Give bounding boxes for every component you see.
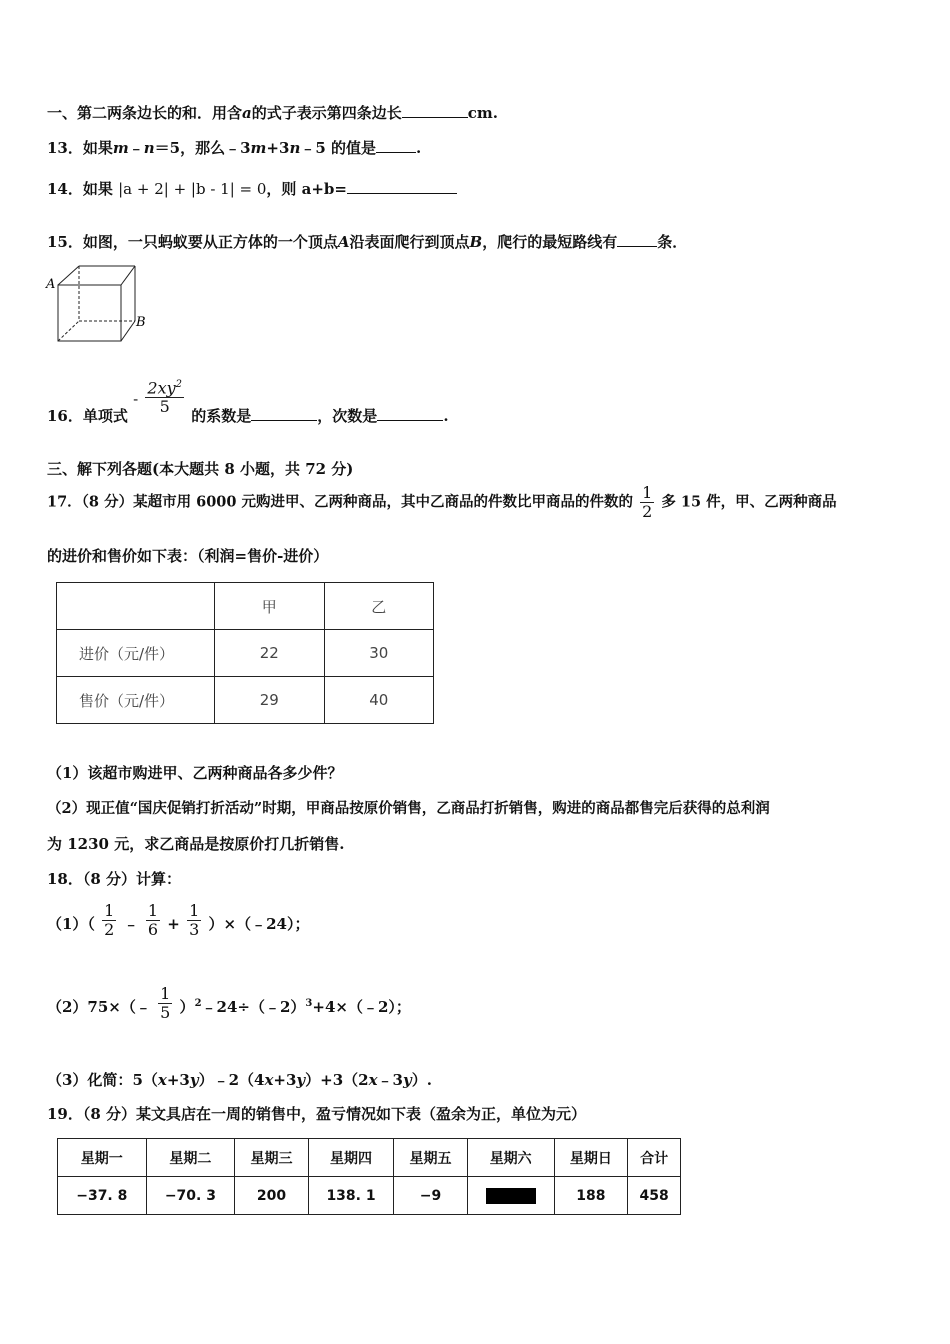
- answer-blank[interactable]: [376, 138, 416, 153]
- cube-figure: [44, 262, 154, 346]
- monomial-fraction: $\frac{2xy^2}{5}$: [147, 378, 183, 417]
- table-row: [57, 630, 434, 677]
- question-12-line: 一、第二两条边长的和．用含a的式子表示第四条边长 cm.: [47, 104, 498, 122]
- table-cell: 29: [215, 677, 325, 724]
- section-heading: 三、解下列各题(本大题共 8 小题，共 72 分): [47, 460, 354, 478]
- answer-blank[interactable]: [377, 406, 443, 421]
- question-17-line2: 的进价和售价如下表：（利润=售价-进价）: [47, 547, 329, 565]
- table-cell: 合计: [628, 1139, 681, 1177]
- fraction: $\frac{1}{2}$: [104, 901, 115, 939]
- question-15: 15．如图，一只蚂蚁要从正方体的一个顶点A沿表面爬行到顶点B，爬行的最短路线有 条．: [47, 233, 688, 251]
- table-cell: 40: [324, 677, 434, 724]
- table-header-row: [58, 1139, 681, 1177]
- table-cell: −9: [394, 1177, 468, 1215]
- table-header-row: [57, 583, 434, 630]
- table-cell: 星期二: [146, 1139, 235, 1177]
- table-cell: 星期日: [554, 1139, 628, 1177]
- answer-blank[interactable]: [251, 406, 317, 421]
- cube-label-b: B: [136, 315, 146, 330]
- half-fraction: $\frac{1}{2}$: [642, 483, 653, 521]
- price-table: [56, 582, 434, 724]
- table-cell-redacted: [467, 1177, 554, 1215]
- table-cell: −70. 3: [146, 1177, 235, 1215]
- absolute-value-expression: |a + 2| + |b - 1| = 0: [118, 180, 267, 198]
- table-cell: 30: [324, 630, 434, 677]
- cube-label-a: A: [46, 277, 56, 292]
- table-row: [58, 1177, 681, 1215]
- sales-table: [57, 1138, 681, 1215]
- answer-blank[interactable]: [347, 179, 457, 194]
- table-cell: 售价（元/件）: [57, 677, 215, 724]
- table-row: [57, 677, 434, 724]
- answer-blank[interactable]: [402, 103, 468, 118]
- question-16: 16．单项式 - $\frac{2xy^2}{5}$ 的系数是 ，次数是 .: [47, 376, 449, 416]
- table-cell: −37. 8: [58, 1177, 147, 1215]
- question-13: 13．如果m﹣n＝5，那么﹣3m+3n﹣5 的值是 .: [47, 139, 422, 157]
- table-cell: 甲: [215, 583, 325, 630]
- table-cell: 星期四: [308, 1139, 393, 1177]
- question-18-part2: （2）75×（﹣ $\frac{1}{5}$ ）$^2$﹣24÷（﹣2）$^3$+4×（﹣2）；: [47, 984, 411, 1022]
- question-14: 14．如果 |a + 2| + |b - 1| = 0，则 a+b=: [47, 178, 457, 199]
- answer-blank[interactable]: [617, 232, 657, 247]
- question-17-sub1: （1）该超市购进甲、乙两种商品各多少件？: [47, 764, 343, 782]
- table-cell: 458: [628, 1177, 681, 1215]
- question-18-part1: （1）（ $\frac{1}{2}$ ﹣ $\frac{1}{6}$ + $\frac{1}{3}$ ）×（﹣24）；: [47, 901, 310, 939]
- fraction: $\frac{1}{5}$: [160, 984, 171, 1022]
- table-cell: 星期一: [58, 1139, 147, 1177]
- question-17-line1: 17．（8 分）某超市用 6000 元购进甲、乙两种商品，其中乙商品的件数比甲商品的件数的 $\frac{1}{2}$ 多 15 件，甲、乙两种商品: [47, 483, 837, 521]
- question-17-sub2-line1: （2）现正值“国庆促销打折活动”时期，甲商品按原价销售，乙商品打折销售，购进的商品都售完后获得的总利润: [47, 800, 770, 817]
- table-cell: 星期五: [394, 1139, 468, 1177]
- redacted-block: [486, 1188, 536, 1204]
- question-18-title: 18．（8 分）计算：: [47, 870, 182, 888]
- table-cell: [57, 583, 215, 630]
- fraction: $\frac{1}{3}$: [189, 901, 200, 939]
- table-cell: 138. 1: [308, 1177, 393, 1215]
- table-cell: 22: [215, 630, 325, 677]
- table-cell: 乙: [324, 583, 434, 630]
- table-cell: 进价（元/件）: [57, 630, 215, 677]
- table-cell: 200: [235, 1177, 309, 1215]
- question-17-sub2-line2: 为 1230 元，求乙商品是按原价打几折销售.: [47, 835, 345, 853]
- table-cell: 星期六: [467, 1139, 554, 1177]
- question-19-title: 19．（8 分）某文具店在一周的销售中，盈亏情况如下表（盈余为正，单位为元）: [47, 1105, 587, 1123]
- table-cell: 星期三: [235, 1139, 309, 1177]
- table-cell: 188: [554, 1177, 628, 1215]
- fraction: $\frac{1}{6}$: [147, 901, 159, 939]
- question-18-part3: （3）化简：5（x+3y）﹣2（4x+3y）+3（2x﹣3y）.: [47, 1071, 432, 1089]
